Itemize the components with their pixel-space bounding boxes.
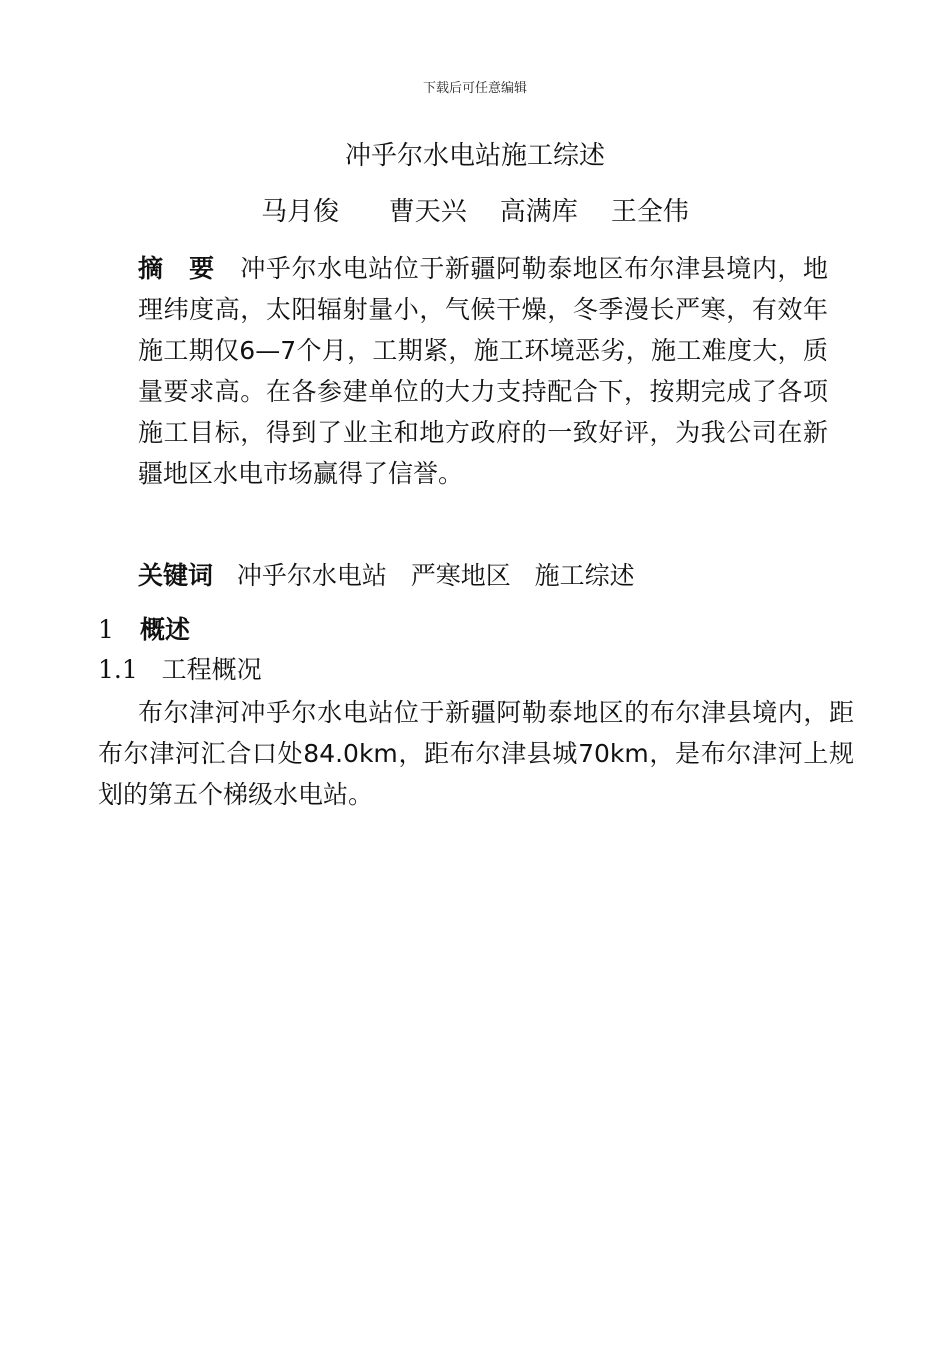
abstract xyxy=(138,248,828,494)
document-title: 冲乎尔水电站施工综述 xyxy=(344,141,605,171)
subsection-heading xyxy=(98,650,262,690)
author-name: 王全伟 xyxy=(610,197,689,227)
author-list xyxy=(0,192,950,232)
abstract-text: 冲乎尔水电站位于新疆阿勒泰地区布尔津县境内，地理纬度高，太阳辐射量小，气候干燥，冬季漫长严寒，有效年施工期仅6—7个月，工期紧，施工环境恶劣，施工难度大，质量要求高。在各参建单位的大力支持配合下，按期完成了各项施工目标，得到了业主和地方政府的一致好评，为我公司在新疆地区水电市场赢得了信誉。 xyxy=(138,254,828,488)
subsection-title: 工程概况 xyxy=(161,655,262,684)
author-name: 曹天兴 xyxy=(388,197,467,227)
section-title: 概述 xyxy=(140,615,191,644)
keyword-item: 施工综述 xyxy=(534,561,635,590)
subsection-number: 1.1 xyxy=(98,655,138,684)
author-name: 马月俊 xyxy=(261,197,340,227)
keywords-label: 关键词 xyxy=(138,561,214,590)
section-number: 1 xyxy=(98,615,114,644)
section-heading xyxy=(98,610,190,650)
header-note: 下载后可任意编辑 xyxy=(422,81,527,96)
body-paragraph: 布尔津河冲乎尔水电站位于新疆阿勒泰地区的布尔津县境内，距布尔津河汇合口处84.0km，距布尔津县城70km，是布尔津河上规划的第五个梯级水电站。 xyxy=(98,698,854,809)
author-name: 高满库 xyxy=(499,197,578,227)
abstract-label: 摘 要 xyxy=(138,254,215,283)
keyword-item: 冲乎尔水电站 xyxy=(236,561,387,590)
keywords xyxy=(138,556,838,596)
keyword-item: 严寒地区 xyxy=(410,561,511,590)
